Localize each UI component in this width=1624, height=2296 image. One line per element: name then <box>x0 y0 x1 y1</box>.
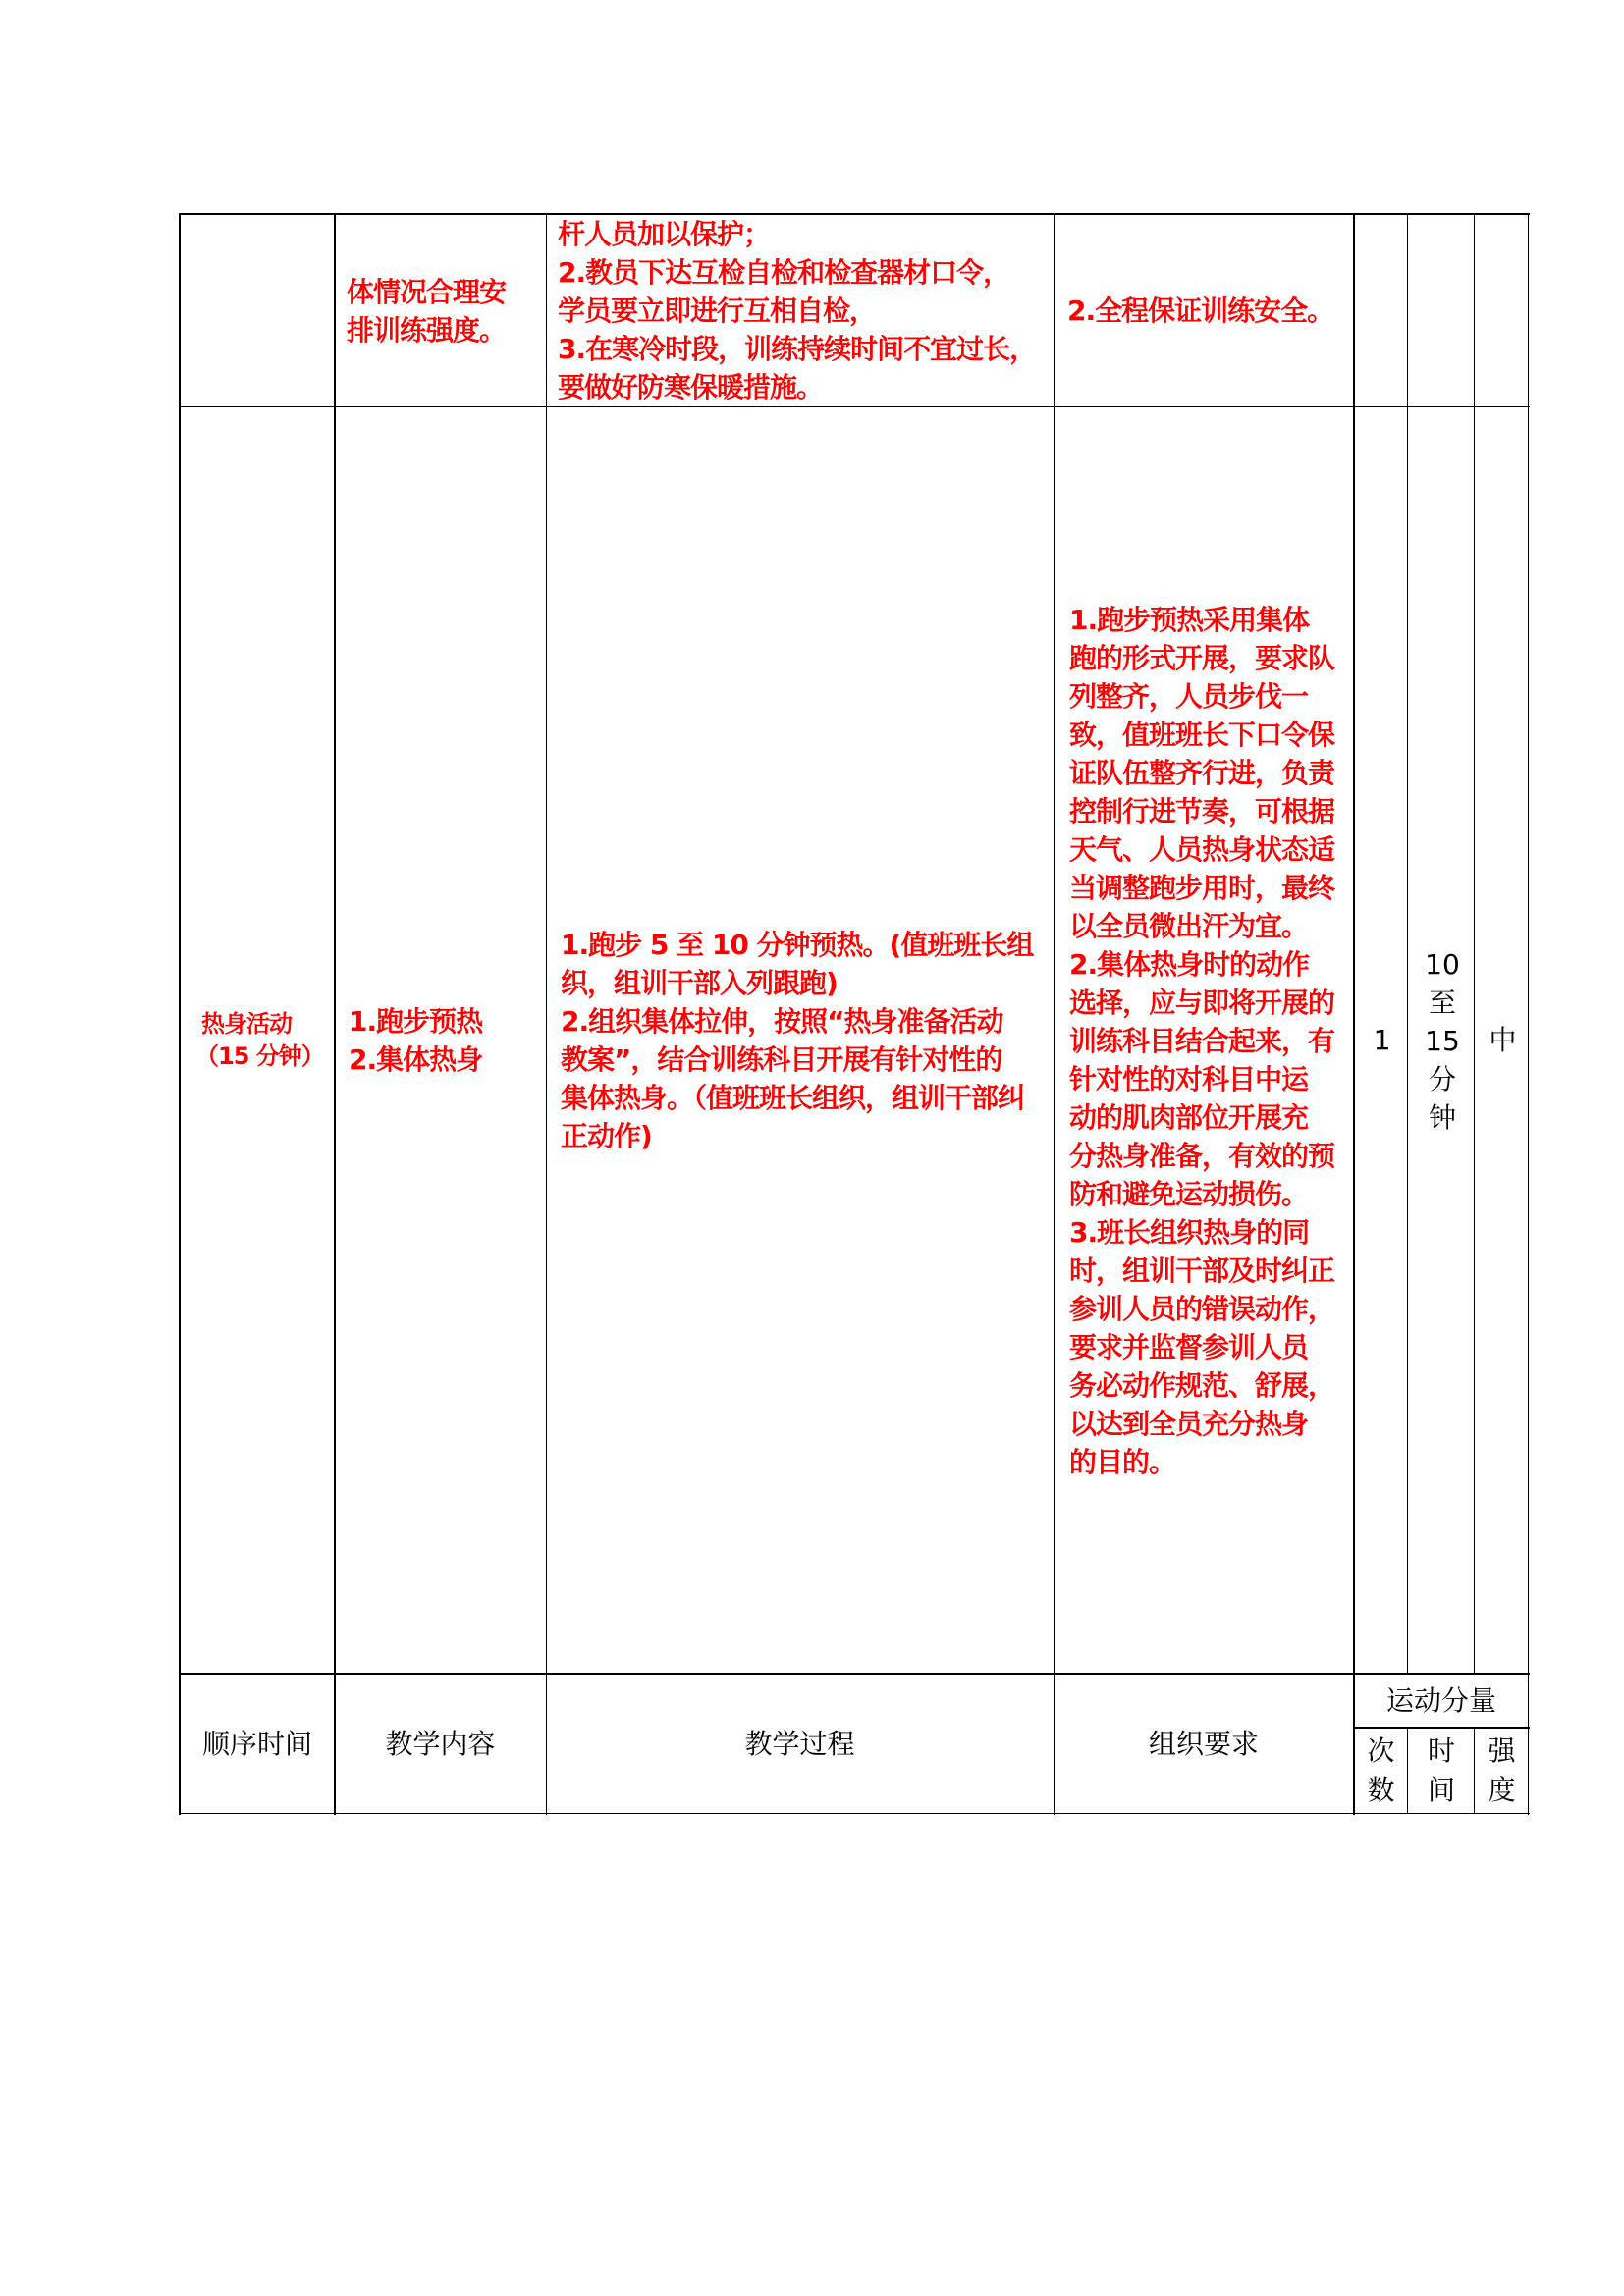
requirement-line: 以全员微出汗为宜。 <box>1069 909 1309 942</box>
header-count: 次 数 <box>1367 1735 1395 1806</box>
requirement-line: 2.集体热身时的动作 <box>1069 947 1310 981</box>
requirement-line: 1.跑步预热采用集体 <box>1069 603 1310 636</box>
requirement-line: 参训人员的错误动作， <box>1069 1292 1335 1325</box>
requirement-line: 致，值班班长下口令保 <box>1069 718 1335 751</box>
requirement-line: 务必动作规范、舒展， <box>1069 1368 1335 1402</box>
column-divider <box>1474 1728 1475 1814</box>
header-process: 教学过程 <box>744 1727 855 1760</box>
column-divider <box>334 213 336 1815</box>
requirement-line: 当调整跑步用时，最终 <box>1069 871 1335 904</box>
requirement-line: 以达到全员充分热身 <box>1069 1407 1309 1440</box>
row1-process: 杆人员加以保护； 2.教员下达互检自检和检查器材口令， 学员要立即进行互相自检， 3.在寒冷时段，训练持续时间不宜过长， 要做好防寒保暖措施。 <box>558 218 1037 403</box>
requirement-line: 天气、人员热身状态适 <box>1069 832 1335 866</box>
requirement-line: 分热身准备，有效的预 <box>1069 1139 1335 1172</box>
row2-sequence: 热身活动 （15 分钟） <box>195 1010 324 1070</box>
requirement-line: 3.班长组织热身的同 <box>1069 1215 1310 1249</box>
column-divider <box>1407 1728 1408 1814</box>
requirement-line: 跑的形式开展，要求队 <box>1069 641 1335 674</box>
requirement-line: 针对性的对科目中运 <box>1069 1062 1309 1095</box>
row2-content: 1.跑步预热 2.集体热身 <box>349 1005 483 1076</box>
requirement-line: 列整齐，人员步伐一 <box>1069 679 1309 713</box>
table-border-bottom <box>180 1813 1530 1814</box>
row2-count: 1 <box>1373 1024 1391 1056</box>
requirement-line: 动的肌肉部位开展充 <box>1069 1100 1309 1134</box>
requirement-line: 的目的。 <box>1069 1445 1176 1478</box>
table-border-top <box>180 213 1530 215</box>
requirement-line: 控制行进节奏，可根据 <box>1069 794 1335 828</box>
header-load-divider <box>1354 1727 1530 1729</box>
requirement-line: 选择，应与即将开展的 <box>1069 986 1335 1019</box>
column-divider <box>1407 213 1408 1674</box>
requirement-line: 时，组训干部及时纠正 <box>1069 1254 1335 1287</box>
header-load: 运动分量 <box>1385 1683 1496 1717</box>
row-divider <box>180 406 1530 407</box>
column-divider <box>1054 213 1055 1815</box>
row-divider <box>180 1673 1530 1675</box>
requirement-line: 要求并监督参训人员 <box>1069 1330 1309 1363</box>
row1-content: 体情况合理安 排训练强度。 <box>347 275 507 347</box>
column-divider <box>1353 213 1355 1815</box>
header-requirement: 组织要求 <box>1148 1727 1259 1760</box>
header-time: 时 间 <box>1427 1735 1455 1806</box>
requirement-line: 训练科目结合起来，有 <box>1069 1024 1335 1057</box>
table-border-left <box>179 213 181 1815</box>
row1-requirement: 2.全程保证训练安全。 <box>1067 294 1334 327</box>
row2-intensity: 中 <box>1489 1024 1517 1056</box>
header-intensity: 强 度 <box>1488 1735 1516 1806</box>
row2-requirement <box>1069 407 1354 1674</box>
column-divider <box>546 213 547 1815</box>
table-border-right <box>1528 213 1529 1815</box>
requirement-line: 证队伍整齐行进，负责 <box>1069 756 1335 789</box>
column-divider <box>1474 213 1475 1674</box>
header-content: 教学内容 <box>385 1727 496 1760</box>
requirement-line: 防和避免运动损伤。 <box>1069 1177 1309 1210</box>
row2-time: 10 至 15 分 钟 <box>1425 947 1460 1134</box>
header-sequence: 顺序时间 <box>201 1727 312 1760</box>
row2-process: 1.跑步 5 至 10 分钟预热。(值班班长组 织，组训干部入列跟跑) 2.组织集体拉伸，按照“热身准备活动 教案”，结合训练科目开展有针对性的 集体热身。（值班班长组织，组训干部纠 正动作) <box>561 929 1034 1152</box>
